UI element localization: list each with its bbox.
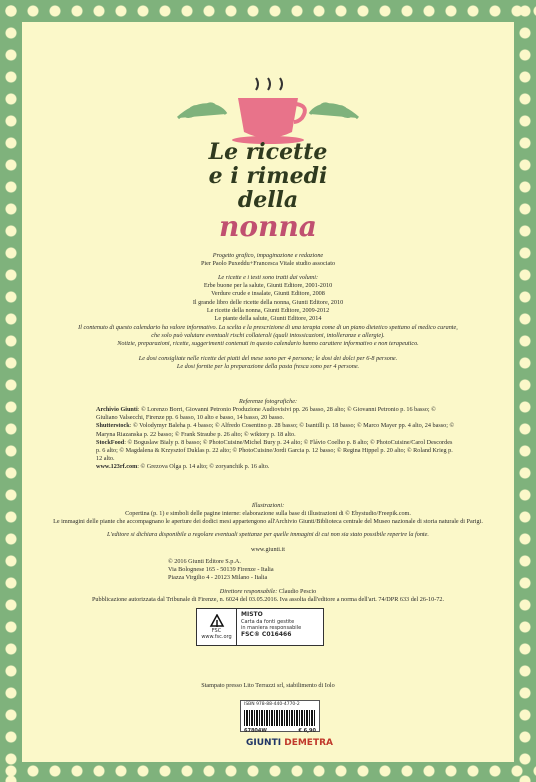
doses-line: Le dosi fornite per la preparazione della pasta fresca sono per 4 persone. — [176, 362, 360, 370]
lace-border-top — [0, 0, 536, 22]
ref-text-archivio: : © Lorenzo Borri, Giovanni Petronio Produzione Audiovisivi pp. 26 basso, 28 alto; © Giovanni Petronio p. 16 basso; © Giuliano Valsecchi, Firenze pp. 6 basso, 10 alto e basso, 14 basso, 20 basso. — [96, 406, 436, 422]
barcode-bars — [244, 710, 316, 726]
illustrations-line: L'editore si dichiara disponibile a regolare eventuali spettanze per quelle immagini di cui non sia stato possibile reperire la fonte. — [107, 530, 429, 538]
ref-text-shutterstock: : © Volodymyr Baleha p. 4 basso; © Alfredo Cosentino p. 28 basso; © Isantilli p. 18 basso; © Marco Mayer pp. 4 alto, 24 basso; © Maryna Riazanska p. 22 basso; © Frank Straube p. 26 alto; © wiktory p. 18 alto. — [96, 422, 455, 438]
disclaimer-line: Notizie, preparazioni, ricette, suggerimenti contenuti in questo calendario hanno carattere informativo e non terapeutico. — [117, 340, 419, 348]
publisher-logos — [246, 738, 333, 748]
title-line-2: e i rimedi — [208, 163, 328, 189]
ref-label-stockfood: StockFood — [96, 438, 125, 446]
director-label: Direttore responsabile: — [219, 588, 278, 595]
illustrations-line: Copertina (p. 1) e simboli delle pagine interne: elaborazione sulla base di illustrazioni di © Ebystudio/Freepik.com. — [125, 510, 411, 518]
fsc-title: MISTO — [241, 611, 263, 618]
left-leaves-icon — [178, 104, 226, 118]
printer: Stampato presso Lito Terrazzi srl, stabilimento di Iolo — [201, 682, 335, 689]
source-item: Erbe buone per la salute, Giunti Editore, 2001-2010 — [203, 282, 333, 290]
fsc-site: www.fsc.org — [201, 634, 232, 640]
ref-label-shutterstock: Shutterstock — [96, 422, 130, 430]
website: www.giunti.it — [251, 546, 285, 553]
director-name: Claudio Pescio — [278, 588, 317, 595]
disclaimer — [26, 324, 510, 371]
fsc-code: FSC® C016466 — [241, 630, 292, 638]
price: € 6,90 — [298, 728, 316, 734]
address-florence: Via Bolognese 165 - 50139 Firenze - Italia — [168, 566, 274, 574]
disclaimer-line: Il contenuto di questo calendario ha valore informativo. La scelta e la prescrizione di una terapia come di un piano dietetico spettano al medico curante, — [78, 324, 458, 331]
illustrations-heading: Illustrazioni: — [251, 502, 285, 509]
fsc-line: Carta da fonti gestite — [241, 618, 295, 625]
ref-text-123rf: : © Grezova Olga p. 14 alto; © zoryanchik p. 16 alto. — [137, 463, 270, 471]
right-leaves-icon — [310, 104, 358, 118]
source-item: Le ricette della nonna, Giunti Editore, 2009-2012 — [206, 306, 330, 314]
title-line-4: nonna — [219, 210, 317, 243]
demetra-logo: DEMETRA — [284, 738, 333, 748]
doses-line: Le dosi consigliate nelle ricette dei piatti del mese sono per 4 persone; le dosi dei dolci per 6-8 persone. — [138, 354, 398, 362]
steam-icon — [256, 78, 282, 90]
giunti-logo: GIUNTI — [246, 738, 282, 748]
title-line-1: Le ricette — [208, 139, 328, 165]
address-milan: Piazza Virgilio 4 - 20123 Milano - Italia — [168, 574, 268, 582]
source-item: Il grande libro delle ricette della nonna, Giunti Editore, 2010 — [192, 298, 344, 306]
source-item: Verdure crude e insalate, Giunti Editore, 2008 — [211, 290, 325, 298]
teacup-icon — [238, 98, 298, 138]
director — [40, 588, 496, 596]
calendar-title — [0, 140, 536, 242]
lace-border-left — [0, 0, 22, 782]
source-item: Le piante della salute, Giunti Editore, 2014 — [214, 315, 322, 323]
credits-line-2: Pier Paolo Puxeddu+Francesca Vitale studio associato — [200, 260, 336, 268]
fsc-tree-icon — [209, 614, 225, 628]
credits — [40, 252, 496, 268]
lace-border-bottom — [0, 760, 536, 782]
credits-line-1: Progetto grafico, impaginazione e redazione — [212, 252, 324, 259]
barcode — [240, 700, 320, 732]
disclaimer-line: che solo può valutare eventuali rischi collaterali (quali intossicazioni, intolleranze e allergie). — [151, 332, 385, 340]
fsc-logo — [197, 609, 237, 645]
references-heading: Referenze fotografiche: — [238, 398, 298, 405]
isbn: ISBN 978-88-440-4770-2 — [244, 702, 300, 707]
lace-border-right — [514, 0, 536, 782]
ref-label-123rf: www.123rf.com — [96, 463, 138, 471]
title-line-3: della — [237, 187, 299, 213]
fsc-line: in maniera responsabile — [241, 625, 302, 631]
sources-heading: Le ricette e i testi sono tratti dai volumi: — [217, 274, 319, 281]
sources — [40, 274, 496, 323]
fsc-logo-text: FSC — [211, 628, 222, 634]
illustrations — [28, 502, 508, 539]
ref-text-stockfood: : © Boguslaw Bialy p. 8 basso; © PhotoCuisine/Michel Bury p. 24 alto; © Flávio Coelho p. 8 alto; © PhotoCuisine/Carol Descordes p. 6 alto; © Magdalena & Krzysztof Duklas p. 22 alto; © PhotoCuisine/Jordi Garcia p. 12 basso; © Regina Hippel p. 20 alto; © Roland Krieg p. 12 alto. — [96, 438, 453, 463]
authorization: Pubblicazione autorizzata dal Tribunale di Firenze, n. 6024 del 03.05.2016. Iva assolta dall'editore a norma dell'art. 74/DPR 633 del 26-10-72. — [91, 596, 445, 603]
fsc-certification — [196, 608, 324, 646]
copyright: © 2016 Giunti Editore S.p.A. — [168, 558, 241, 565]
publisher-info — [168, 558, 408, 583]
references — [96, 406, 456, 472]
illustrations-line: Le immagini delle piante che accompagnano le aperture dei dodici mesi appartengono all'Archivio Giunti/Biblioteca centrale del Museo nazionale di storia naturale di Parigi. — [53, 518, 483, 526]
product-code: 67804W — [244, 728, 267, 734]
ref-label-archivio: Archivio Giunti — [96, 406, 138, 413]
